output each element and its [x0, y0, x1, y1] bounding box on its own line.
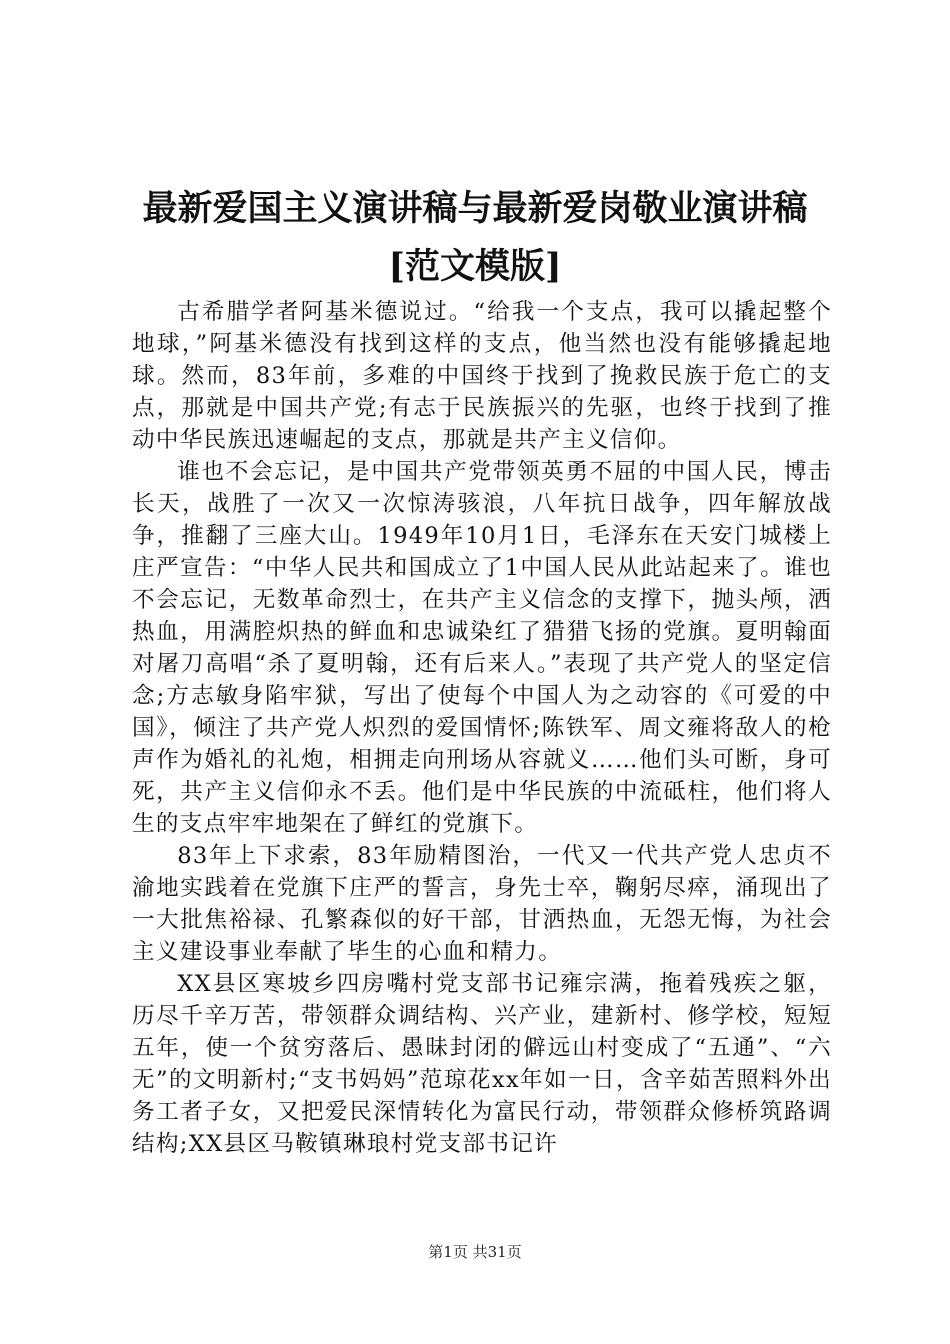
paragraph-1: 古希腊学者阿基米德说过。“给我一个支点，我可以撬起整个地球，”阿基米德没有找到这样的支点，他当然也没有能够撬起地球。然而，83年前，多难的中国终于找到了挽救民族于危亡的支点，那就是中国共产党;有志于民族振兴的先驱，也终于找到了推动中华民族迅速崛起的支点，那就是共产主义信仰。 [132, 299, 832, 453]
paragraph-2: 谁也不会忘记，是中国共产党带领英勇不屈的中国人民，博击长天，战胜了一次又一次惊涛骇浪，八年抗日战争，四年解放战争，推翻了三座大山。1949年10月1日，毛泽东在天安门城楼上庄严宣告：“中华人民共和国成立了1中国人民从此站起来了。谁也不会忘记，无数革命烈士，在共产主义信念的支撑下，抛头颅，洒热血，用满腔炽热的鲜血和忠诚染红了猎猎飞扬的党旗。夏明翰面对屠刀高唱“杀了夏明翰，还有后来人。”表现了共产党人的坚定信念;方志敏身陷牢狱，写出了使每个中国人为之动容的《可爱的中国》，倾注了共产党人炽烈的爱国情怀;陈铁军、周文雍将敌人的枪声作为婚礼的礼炮，相拥走向刑场从容就义……他们头可断，身可死，共产主义信仰永不丢。他们是中华民族的中流砥柱，他们将人生的支点牢牢地架在了鲜红的党旗下。 [132, 459, 832, 837]
document-body [132, 296, 832, 1186]
paragraph-3: 83年上下求索，83年励精图治，一代又一代共产党人忠贞不渝地实践着在党旗下庄严的誓言，身先士卒，鞠躬尽瘁，涌现出了一大批焦裕禄、孔繁森似的好干部，甘洒热血，无怨无悔，为社会主义建设事业奉献了毕生的心血和精力。 [132, 843, 832, 965]
paragraph-4: XX县区寒坡乡四房嘴村党支部书记雍宗满，拖着残疾之躯，历尽千辛万苦，带领群众调结构、兴产业，建新村、修学校，短短五年，使一个贫穷落后、愚昧封闭的僻远山村变成了“五通”、“六无”的文明新村;“支书妈妈”范琼花xx年如一日，含辛茹苦照料外出务工者子女，又把爱民深情转化为富民行动，带领群众修桥筑路调结构;XX县区马鞍镇琳琅村党支部书记许 [132, 971, 832, 1157]
title-line-1: 最新爱国主义演讲稿与最新爱岗敬业演讲稿 [142, 188, 808, 229]
page-footer: 第1页 共31页 [428, 1243, 522, 1261]
document-title [120, 180, 830, 296]
title-line-2: [范文模版] [388, 246, 562, 287]
